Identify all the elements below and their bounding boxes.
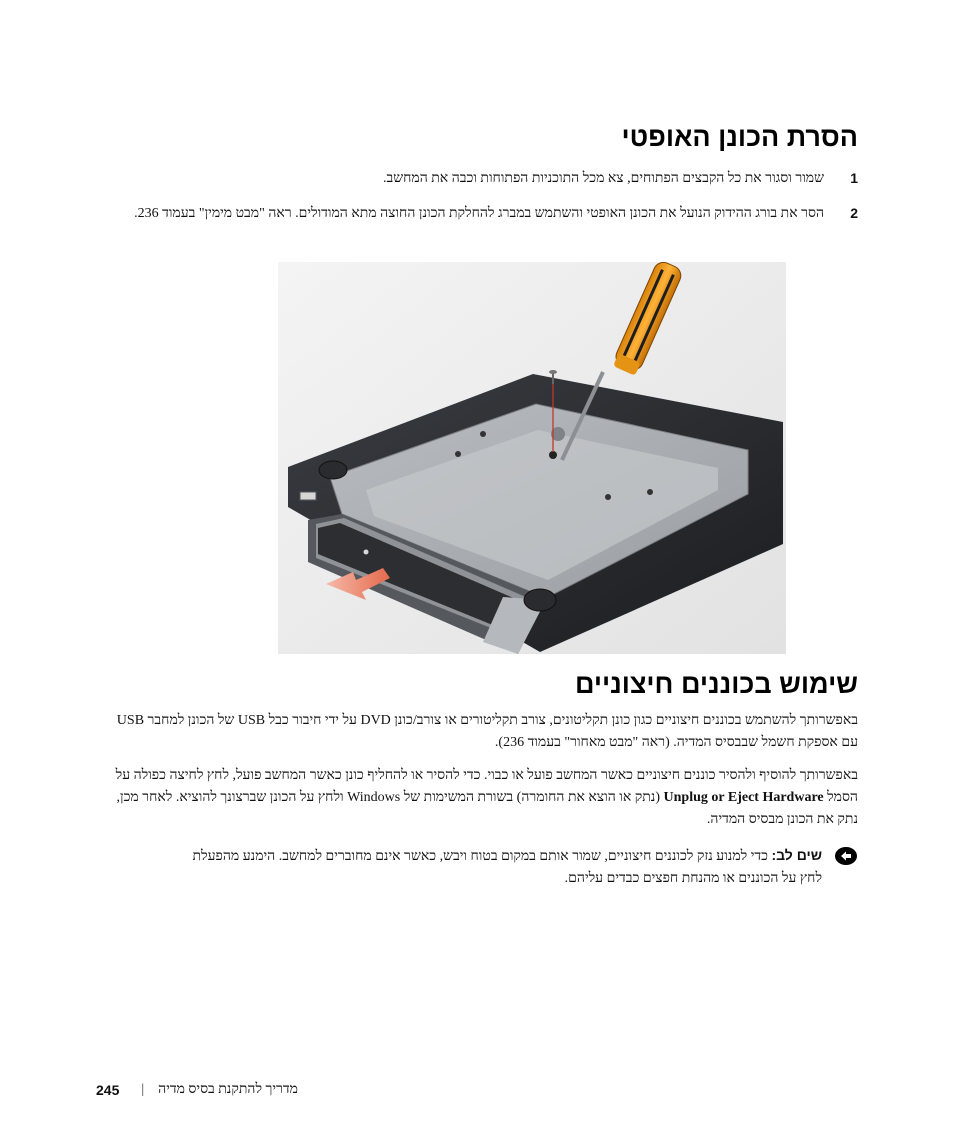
step-1 (98, 168, 858, 189)
step-text: הסר את בורג ההידוק הנועל את הכונן האופטי והשתמש במברג להחלקת הכונן החוצה מתא המודולים. ראה "מבט מימין" בעמוד 236. (134, 206, 824, 221)
notice-label: שים לב: (771, 847, 822, 863)
step-number: 1 (850, 170, 858, 186)
paragraph-text: באפשרותך להוסיף ולהסיר כוננים חיצוניים כאשר המחשב פועל או כבוי. כדי להסיר או להחליף כונן כאשר המחשב פועל, לחץ לחיצה כפולה על הסמל (115, 768, 858, 805)
notice-icon (828, 844, 858, 890)
step-2 (98, 203, 858, 224)
unplug-eject-hardware-label: Unplug or Eject Hardware (663, 790, 824, 805)
step-text: שמור וסגור את כל הקבצים הפתוחים, צא מכל התוכניות הפתוחות וכבה את המחשב. (382, 171, 824, 186)
paragraph-external-drives-usb: באפשרותך להשתמש בכוננים חיצוניים כגון כונן תקליטונים, צורב תקליטורים או צורב/כונן DVD על ידי חיבור כבל USB של הכונן למחבר USB עם אספקת חשמל שבבסיס המדיה. (ראה "מבט מאחור" בעמוד 236). (116, 713, 858, 750)
footer-separator: | (141, 1082, 145, 1097)
optical-drive-removal-illustration (278, 262, 786, 654)
step-number: 2 (850, 205, 858, 221)
page-footer (96, 1080, 396, 1100)
notice-text (98, 844, 828, 890)
page-number: 245 (96, 1082, 120, 1098)
paragraph-text: (נתק או הוצא את החומרה) בשורת המשימות של Windows ולחץ על הכונן שברצונך להוציא. לאחר מכן, נתק את הכונן מבסיס המדיה. (116, 790, 858, 827)
notice-message: כדי למנוע נזק לכוננים חיצוניים, שמור אותם במקום בטוח ויבש, כאשר אינם מחוברים למחשב. הימנע מהפעלת לחץ על הכוננים או מהנחת חפצים כבדים עליהם. (192, 849, 822, 886)
media-base-drawing (278, 262, 786, 654)
notice-box (98, 844, 858, 890)
paragraph-hot-swap (98, 765, 858, 831)
guide-title: מדריך להתקנת בסיס מדיה (158, 1082, 298, 1097)
section-title-remove-optical-drive: הסרת הכונן האופטי (621, 122, 858, 152)
section-title-using-external-drives: שימוש בכוננים חיצוניים (574, 669, 858, 699)
